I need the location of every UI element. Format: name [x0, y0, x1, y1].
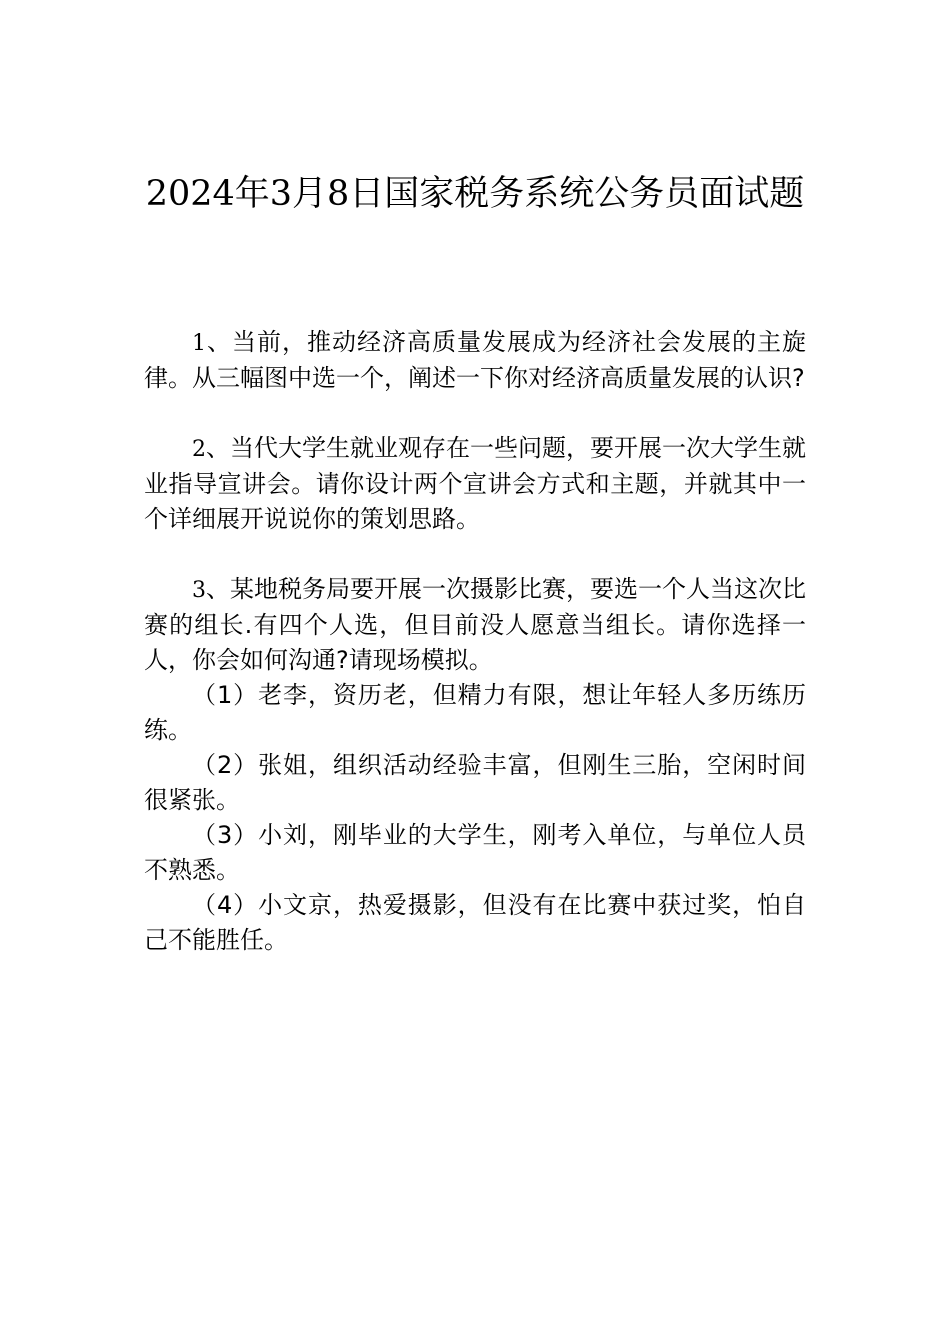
question-3-number: 3	[192, 578, 206, 603]
question-2	[144, 431, 806, 537]
document-title: 2024年3月8日国家税务系统公务员面试题	[145, 174, 805, 214]
candidate-option-3: （3）小刘，刚毕业的大学生，刚考入单位，与单位人员不熟悉。	[144, 821, 806, 884]
question-2-number: 2	[192, 437, 206, 462]
question-1-number: 1	[192, 331, 206, 356]
question-1	[144, 325, 806, 396]
paragraph-gap	[144, 537, 806, 572]
candidate-option-2: （2）张姐，组织活动经验丰富，但刚生三胎，空闲时间很紧张。	[144, 751, 806, 814]
question-3	[144, 572, 806, 678]
question-1-text: 、当前，推动经济高质量发展成为经济社会发展的主旋律。从三幅图中选一个，阐述一下你对经济高质量发展的认识?	[144, 328, 806, 392]
document-body	[144, 325, 806, 958]
candidate-option-1: （1）老李，资历老，但精力有限，想让年轻人多历练历练。	[144, 681, 806, 744]
question-2-text: 、当代大学生就业观存在一些问题，要开展一次大学生就业指导宣讲会。请你设计两个宣讲会方式和主题，并就其中一个详细展开说说你的策划思路。	[144, 434, 806, 533]
candidate-option-4: （4）小文京，热爱摄影，但没有在比赛中获过奖，怕自己不能胜任。	[144, 891, 806, 954]
paragraph-gap	[144, 396, 806, 431]
question-3-text: 、某地税务局要开展一次摄影比赛，要选一个人当这次比赛的组长.有四个人选，但目前没人愿意当组长。请你选择一人，你会如何沟通?请现场模拟。	[144, 575, 806, 674]
